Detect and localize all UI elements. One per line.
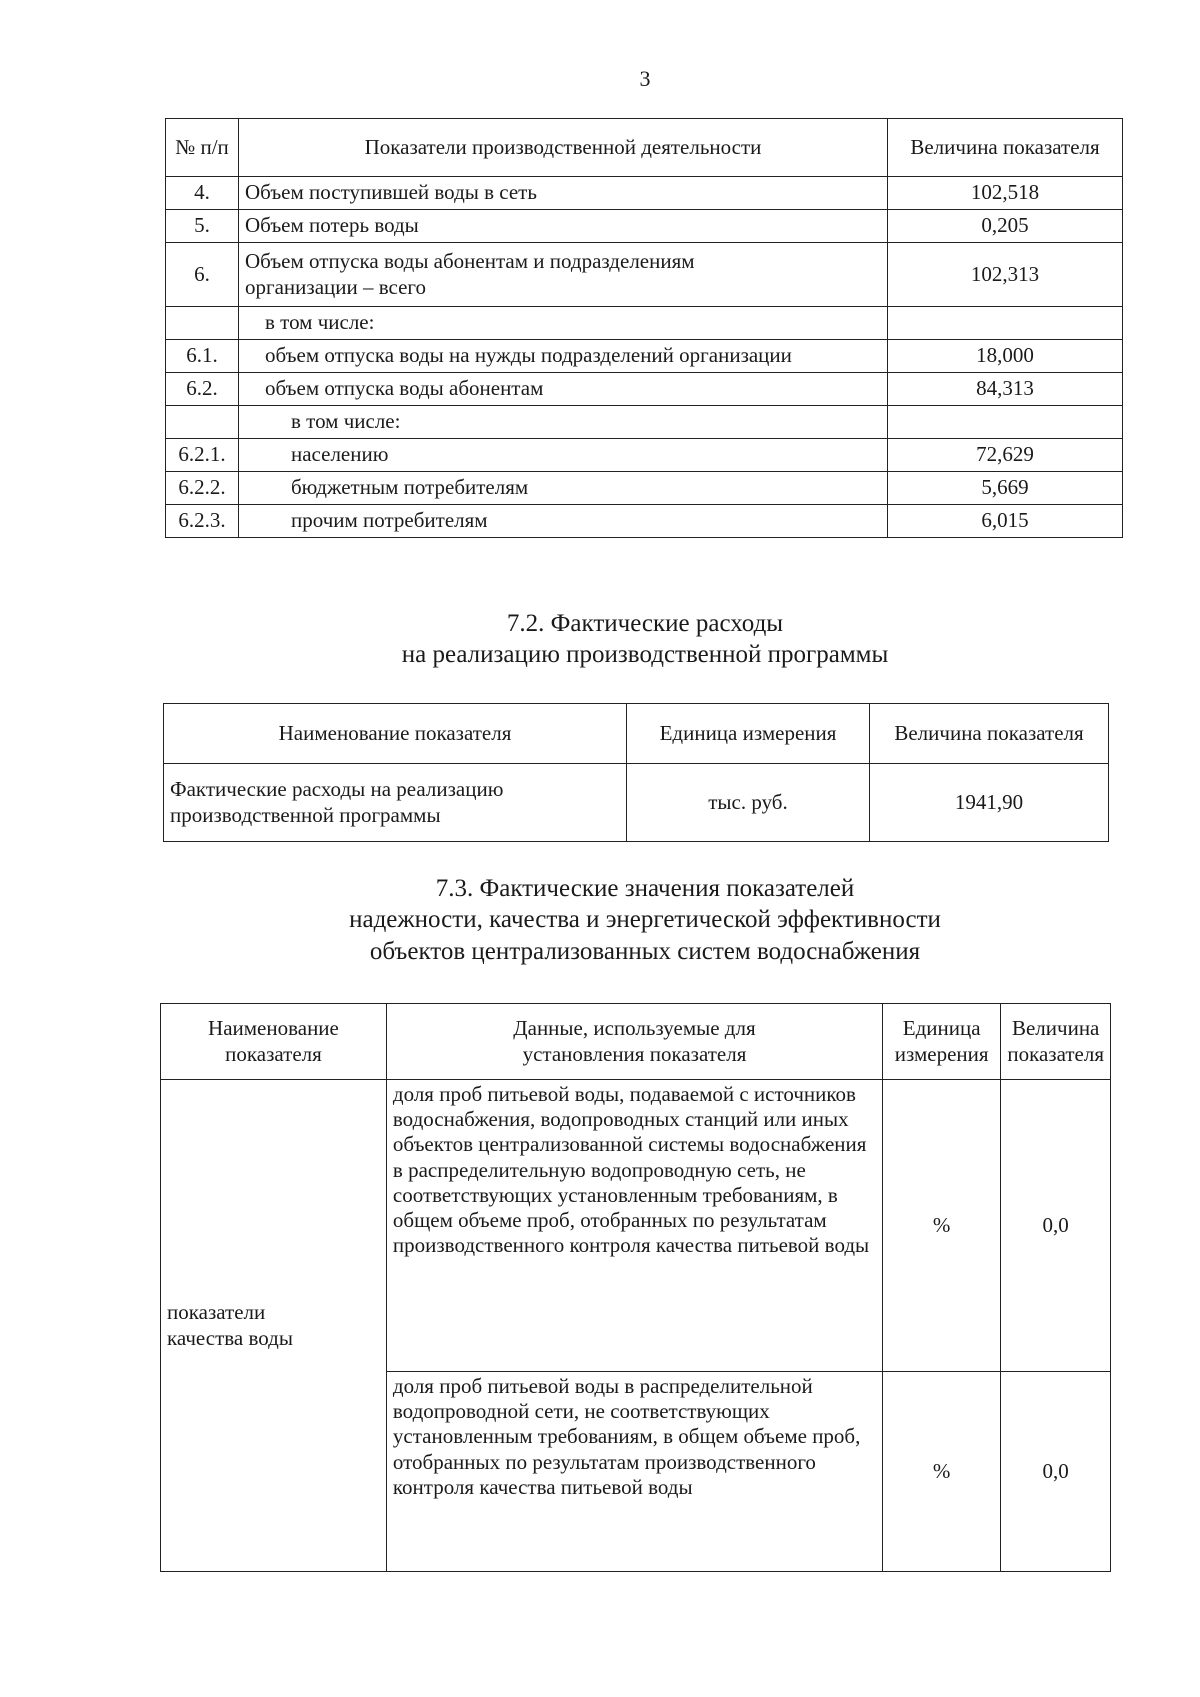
table-row <box>166 406 1123 439</box>
table-row <box>161 1080 1111 1372</box>
table-header-row <box>161 1004 1111 1080</box>
row-value: 84,313 <box>888 373 1123 406</box>
header-indicator-name: Наименование показателя <box>164 704 627 764</box>
header-indicator-name: Наименование показателя <box>161 1004 387 1080</box>
production-indicators-table <box>165 118 1123 538</box>
row-name: Объем отпуска воды абонентам и подразделениям организации – всего <box>239 243 888 307</box>
table-row <box>166 505 1123 538</box>
section-heading-7-3 <box>0 873 1200 967</box>
table-row <box>166 243 1123 307</box>
heading-line: 7.2. Фактические расходы <box>506 610 784 637</box>
header-value: Величина показателя <box>1001 1004 1111 1080</box>
row-value: 72,629 <box>888 439 1123 472</box>
row-num <box>166 406 239 439</box>
row-data: доля проб питьевой воды, подаваемой с источников водоснабжения, водопроводных станций или иных объектов централизованной системы водоснабжения в распределительную водопроводную сеть, не соответствующих установленным требованиям, в общем объеме проб, отобранных по результатам производственного контроля качества питьевой воды <box>386 1080 882 1372</box>
table-row <box>166 472 1123 505</box>
table-row <box>166 439 1123 472</box>
row-num: 6.2.3. <box>166 505 239 538</box>
header-value: Величина показателя <box>870 704 1109 764</box>
section-heading-7-2 <box>0 608 1200 671</box>
actual-expenses-table <box>163 703 1109 842</box>
header-num: № п/п <box>166 119 239 177</box>
row-value: 0,0 <box>1001 1372 1111 1572</box>
row-value: 18,000 <box>888 340 1123 373</box>
row-name: Объем поступившей воды в сеть <box>239 177 888 210</box>
table-row <box>166 210 1123 243</box>
row-unit: % <box>883 1372 1001 1572</box>
row-value: 102,518 <box>888 177 1123 210</box>
row-name: объем отпуска воды на нужды подразделений организации <box>239 340 888 373</box>
row-name: прочим потребителям <box>239 505 888 538</box>
row-num: 6.2. <box>166 373 239 406</box>
table-header-row <box>166 119 1123 177</box>
heading-line: надежности, качества и энергетической эффективности <box>349 906 941 934</box>
row-name: объем отпуска воды абонентам <box>239 373 888 406</box>
table-row <box>166 340 1123 373</box>
row-num: 6.2.1. <box>166 439 239 472</box>
heading-line: на реализацию производственной программы <box>401 641 889 669</box>
page-number: 3 <box>639 66 651 91</box>
row-value: 6,015 <box>888 505 1123 538</box>
row-name: Фактические расходы на реализацию производственной программы <box>164 764 627 842</box>
row-num: 5. <box>166 210 239 243</box>
header-indicator: Показатели производственной деятельности <box>239 119 888 177</box>
row-value: 102,313 <box>888 243 1123 307</box>
table-row <box>166 177 1123 210</box>
table-row <box>164 764 1109 842</box>
heading-line: объектов централизованных систем водоснабжения <box>369 937 921 965</box>
row-num: 4. <box>166 177 239 210</box>
table-header-row <box>164 704 1109 764</box>
row-num <box>166 307 239 340</box>
row-name: бюджетным потребителям <box>239 472 888 505</box>
row-num: 6.2.2. <box>166 472 239 505</box>
row-unit: тыс. руб. <box>627 764 870 842</box>
row-unit: % <box>883 1080 1001 1372</box>
table-row <box>166 307 1123 340</box>
header-unit: Единица измерения <box>883 1004 1001 1080</box>
header-data: Данные, используемые для установления показателя <box>386 1004 882 1080</box>
row-value <box>888 406 1123 439</box>
row-num: 6.1. <box>166 340 239 373</box>
row-value: 0,205 <box>888 210 1123 243</box>
header-value: Величина показателя <box>888 119 1123 177</box>
row-name: населению <box>239 439 888 472</box>
row-value <box>888 307 1123 340</box>
row-data: доля проб питьевой воды в распределительной водопроводной сети, не соответствующих установленным требованиям, в общем объеме проб, отобранных по результатам производственного контроля качества питьевой воды <box>386 1372 882 1572</box>
reliability-quality-table <box>160 1003 1111 1572</box>
header-unit: Единица измерения <box>627 704 870 764</box>
row-group-name: показатели качества воды <box>161 1080 387 1572</box>
row-value: 5,669 <box>888 472 1123 505</box>
row-name: в том числе: <box>239 406 888 439</box>
row-name: Объем потерь воды <box>239 210 888 243</box>
row-value: 0,0 <box>1001 1080 1111 1372</box>
heading-line: 7.3. Фактические значения показателей <box>435 875 855 902</box>
row-value: 1941,90 <box>870 764 1109 842</box>
table-row <box>166 373 1123 406</box>
row-name: в том числе: <box>239 307 888 340</box>
row-num: 6. <box>166 243 239 307</box>
